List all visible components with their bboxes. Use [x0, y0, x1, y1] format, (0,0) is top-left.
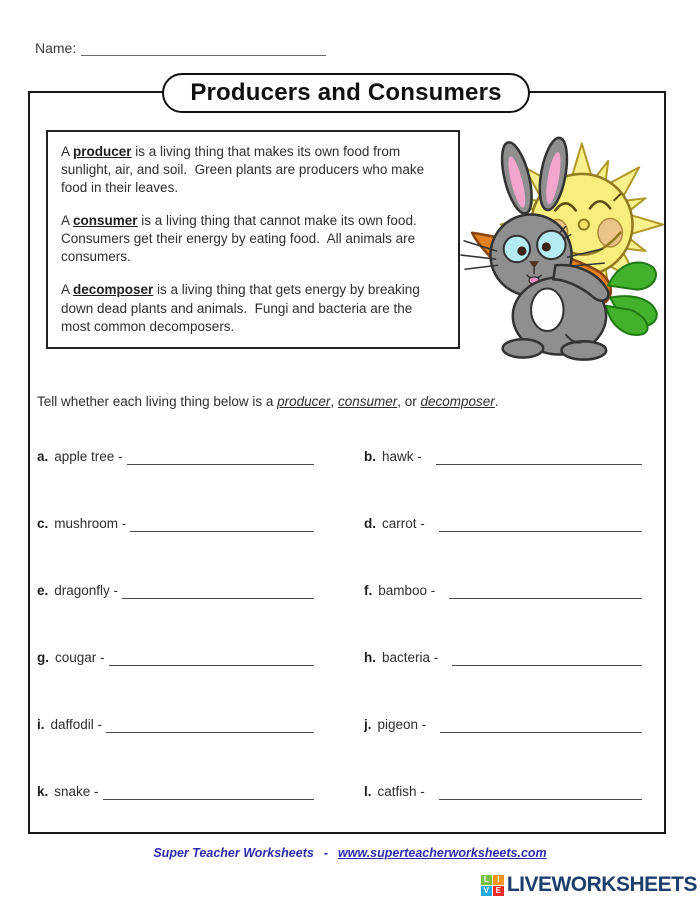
item-name: catfish - — [377, 784, 425, 799]
item-name: cougar - — [55, 650, 105, 665]
instruction-word-decomposer: decomposer — [420, 394, 495, 409]
item-carrot — [364, 514, 660, 581]
item-letter: j. — [364, 717, 372, 732]
item-name: bacteria - — [382, 650, 439, 665]
liveworksheets-logo[interactable] — [481, 873, 697, 897]
answer-blank-apple-tree[interactable] — [127, 449, 314, 465]
definition-decomposer: A decomposer is a living thing that gets energy by breaking down dead plants and animals. Fungi and bacteria are the most common decomposers. — [61, 282, 424, 334]
term-producer: producer — [73, 144, 132, 159]
answer-items-grid — [30, 447, 664, 849]
answer-blank-bamboo[interactable] — [449, 583, 642, 599]
item-letter: l. — [364, 784, 372, 799]
item-letter: i. — [37, 717, 45, 732]
item-letter: h. — [364, 650, 376, 665]
item-letter: k. — [37, 784, 49, 799]
item-name: hawk - — [382, 449, 422, 464]
name-blank[interactable] — [81, 40, 326, 56]
answer-blank-catfish[interactable] — [439, 784, 642, 800]
title-pill — [162, 73, 530, 113]
answer-blank-cougar[interactable] — [109, 650, 314, 666]
rabbit-carrot-sun-illustration — [458, 135, 666, 367]
liveworksheets-logo-icon — [481, 875, 504, 896]
item-name: pigeon - — [377, 717, 427, 732]
footer-url-link[interactable]: www.superteacherworksheets.com — [338, 846, 547, 860]
answer-blank-bacteria[interactable] — [452, 650, 642, 666]
item-apple-tree — [37, 447, 364, 514]
logo-square-e: E — [493, 886, 504, 896]
definitions-box — [46, 130, 460, 349]
answer-blank-mushroom[interactable] — [130, 516, 314, 532]
item-name: apple tree - — [54, 449, 123, 464]
logo-square-i: I — [493, 875, 504, 885]
main-border-box — [28, 91, 666, 834]
instruction-word-producer: producer — [277, 394, 331, 409]
answer-blank-hawk[interactable] — [436, 449, 642, 465]
instruction-word-consumer: consumer — [337, 394, 398, 409]
name-row — [35, 40, 326, 56]
item-cougar — [37, 648, 364, 715]
definition-producer: A producer is a living thing that makes its own food from sunlight, air, and soil. Green plants are producers who make food in their leaves. — [61, 144, 428, 196]
item-letter: c. — [37, 516, 49, 531]
liveworksheets-wordmark: LIVEWORKSHEETS — [506, 873, 697, 896]
item-name: mushroom - — [54, 516, 127, 531]
item-bamboo — [364, 581, 660, 648]
item-pigeon — [364, 715, 660, 782]
item-letter: f. — [364, 583, 373, 598]
term-consumer: consumer — [73, 213, 138, 229]
item-dragonfly — [37, 581, 364, 648]
footer-source: Super Teacher Worksheets — [153, 846, 314, 860]
item-name: carrot - — [382, 516, 425, 531]
item-daffodil — [37, 715, 364, 782]
page-title: Producers and Consumers — [190, 79, 502, 106]
footer-dash: - — [323, 846, 328, 860]
item-name: snake - — [54, 784, 99, 799]
name-label: Name: — [35, 40, 77, 56]
item-letter: e. — [37, 583, 49, 598]
instruction-line: Tell whether each living thing below is a producer, consumer, or decomposer. — [37, 394, 499, 409]
logo-square-l: L — [481, 875, 492, 885]
item-letter: a. — [37, 449, 49, 464]
answer-blank-snake[interactable] — [103, 784, 314, 800]
answer-blank-dragonfly[interactable] — [122, 583, 314, 599]
answer-blank-carrot[interactable] — [439, 516, 642, 532]
answer-blank-daffodil[interactable] — [106, 717, 314, 733]
item-letter: d. — [364, 516, 376, 531]
item-bacteria — [364, 648, 660, 715]
definition-consumer: A consumer is a living thing that cannot make its own food. Consumers get their energy by eating food. All animals are consumers. — [61, 213, 421, 265]
item-name: dragonfly - — [54, 583, 119, 598]
item-letter: g. — [37, 650, 49, 665]
item-mushroom — [37, 514, 364, 581]
item-snake — [37, 782, 364, 849]
footer-credit — [0, 846, 700, 860]
item-name: bamboo - — [378, 583, 436, 598]
logo-square-v: V — [481, 886, 492, 896]
term-decomposer: decomposer — [73, 282, 154, 298]
item-catfish — [364, 782, 660, 849]
answer-blank-pigeon[interactable] — [440, 717, 642, 733]
item-name: daffodil - — [50, 717, 103, 732]
item-letter: b. — [364, 449, 376, 464]
item-hawk — [364, 447, 660, 514]
